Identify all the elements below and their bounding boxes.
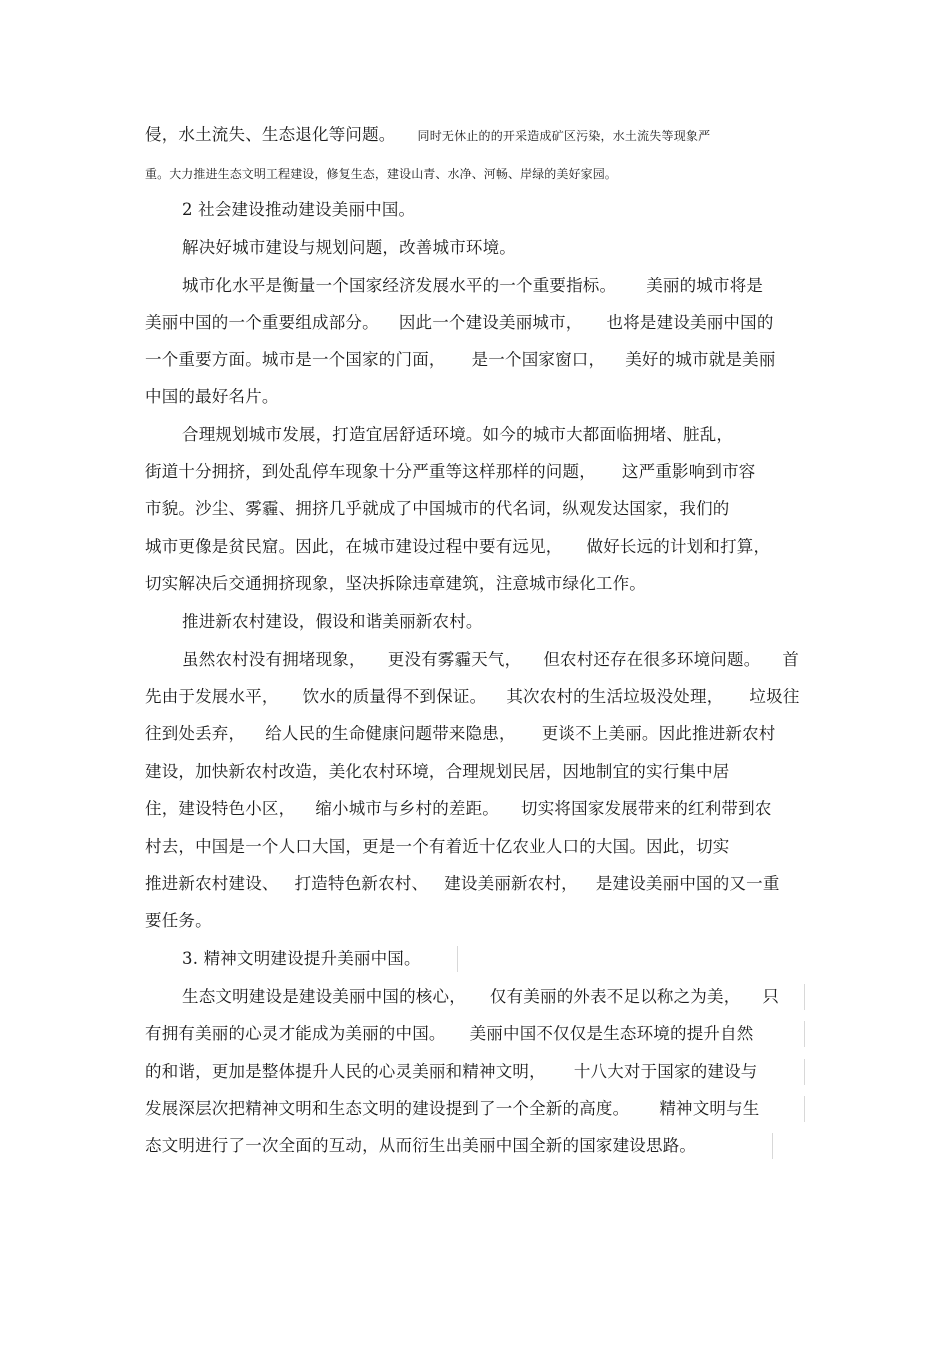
- text-segment: 往到处丢弃，: [145, 724, 246, 743]
- text-frame-edge: [772, 1133, 773, 1159]
- text-segment: 生态文明建设是建设美丽中国的核心，: [182, 987, 466, 1006]
- text-frame-edge: [457, 946, 458, 972]
- text-segment: 切实将国家发展带来的红利带到农: [521, 799, 772, 818]
- subsection-heading-village: 推进新农村建设，假设和谐美丽新农村。: [182, 612, 483, 631]
- text-line-15: [182, 649, 799, 671]
- text-line-28: 态文明进行了一次全面的互动，从而衍生出美丽中国全新的国家建设思路。: [145, 1136, 697, 1155]
- text-segment: 做好长远的计划和打算，: [586, 537, 771, 556]
- text-frame-edge: [804, 1096, 805, 1122]
- section-heading-3: 3. 精神文明建设提升美丽中国。: [182, 949, 421, 968]
- text-line-19: [145, 798, 772, 820]
- text-line-8: 中国的最好名片。: [145, 387, 279, 406]
- text-line-7: [145, 349, 776, 371]
- text-line-18: 建设，加快新农村改造，美化农村环境，合理规划民居，因地制宜的实行集中居: [145, 762, 730, 781]
- text-segment: 同时无休止的的开采造成矿区污染，水土流失等现象严: [417, 129, 711, 143]
- text-segment: 首: [782, 650, 800, 669]
- text-segment: 也将是建设美丽中国的: [606, 313, 774, 332]
- text-segment: 精神文明与生: [659, 1099, 760, 1118]
- text-segment: 的和谐，更加是整体提升人民的心灵美丽和精神文明，: [145, 1062, 546, 1081]
- text-line-10: [145, 461, 756, 483]
- text-segment: 侵，水土流失、生态退化等问题。: [145, 125, 396, 144]
- text-segment: 先由于发展水平，: [145, 687, 279, 706]
- text-segment: 因此一个建设美丽城市，: [398, 313, 583, 332]
- text-line-22: 要任务。: [145, 911, 212, 930]
- text-segment: 缩小城市与乡村的差距。: [315, 799, 500, 818]
- text-segment: 一个重要方面。城市是一个国家的门面，: [145, 350, 446, 369]
- text-segment: 推进新农村建设、: [145, 874, 279, 893]
- text-line-13: 切实解决后交通拥挤现象，坚决拆除违章建筑，注意城市绿化工作。: [145, 574, 646, 593]
- text-frame-edge: [804, 1059, 805, 1085]
- text-line-5: [182, 275, 763, 297]
- text-segment: 只: [762, 987, 780, 1006]
- text-line-1: [145, 124, 710, 147]
- text-line-9: 合理规划城市发展，打造宜居舒适环境。如今的城市大都面临拥堵、脏乱，: [182, 425, 734, 444]
- text-line-26: [145, 1061, 758, 1083]
- text-segment: 建设美丽新农村，: [444, 874, 578, 893]
- text-line-21: [145, 873, 780, 895]
- text-segment: 街道十分拥挤，到处乱停车现象十分严重等这样那样的问题，: [145, 462, 596, 481]
- text-segment: 饮水的质量得不到保证。: [302, 687, 487, 706]
- text-segment: 美好的城市就是美丽: [625, 350, 776, 369]
- text-segment: 虽然农村没有拥堵现象，: [182, 650, 366, 669]
- text-segment: 打造特色新农村、: [294, 874, 429, 893]
- text-segment: 给人民的生命健康问题带来隐患，: [265, 724, 516, 743]
- text-segment: 城市更像是贫民窟。因此，在城市建设过程中要有远见，: [145, 537, 563, 556]
- text-line-6: [145, 312, 774, 334]
- subsection-heading-city: 解决好城市建设与规划问题，改善城市环境。: [182, 238, 516, 257]
- text-line-25: [145, 1023, 754, 1045]
- text-segment: 美丽中国不仅仅是生态环境的提升自然: [469, 1024, 754, 1043]
- text-frame-edge: [804, 1021, 805, 1047]
- text-segment: 垃圾往: [749, 687, 800, 706]
- text-segment: 美丽中国的一个重要组成部分。: [145, 313, 379, 332]
- text-frame-edge: [804, 984, 805, 1010]
- text-segment: 其次农村的生活垃圾没处理，: [506, 687, 724, 706]
- text-line-16: [145, 686, 800, 708]
- text-segment: 是建设美丽中国的又一重: [595, 874, 780, 893]
- text-line-11: 市貌。沙尘、雾霾、拥挤几乎就成了中国城市的代名词，纵观发达国家，我们的: [145, 499, 730, 518]
- text-line-20: 村去，中国是一个人口大国，更是一个有着近十亿农业人口的大国。因此，切实: [145, 837, 730, 856]
- text-segment: 城市化水平是衡量一个国家经济发展水平的一个重要指标。: [182, 276, 617, 295]
- text-segment: 住，建设特色小区，: [145, 799, 296, 818]
- text-line-2: 重。大力推进生态文明工程建设，修复生态，建设山青、水净、河畅、岸绿的美好家园。: [145, 167, 617, 181]
- text-segment: 更没有雾霾天气，: [387, 650, 522, 669]
- text-line-27: [145, 1098, 760, 1120]
- text-segment: 仅有美丽的外表不足以称之为美，: [489, 987, 741, 1006]
- text-line-17: [145, 723, 776, 745]
- text-line-24: [182, 986, 779, 1008]
- text-segment: 是一个国家窗口，: [471, 350, 606, 369]
- text-segment: 有拥有美丽的心灵才能成为美丽的中国。: [145, 1024, 446, 1043]
- text-segment: 美丽的城市将是: [646, 276, 764, 295]
- text-line-12: [145, 536, 770, 558]
- text-segment: 更谈不上美丽。因此推进新农村: [541, 724, 776, 743]
- section-heading-2: 2 社会建设推动建设美丽中国。: [182, 200, 416, 219]
- text-segment: 这严重影响到市容: [621, 462, 756, 481]
- text-segment: 但农村还存在很多环境问题。: [543, 650, 761, 669]
- text-segment: 发展深层次把精神文明和生态文明的建设提到了一个全新的高度。: [145, 1099, 630, 1118]
- text-segment: 十八大对于国家的建设与: [573, 1062, 758, 1081]
